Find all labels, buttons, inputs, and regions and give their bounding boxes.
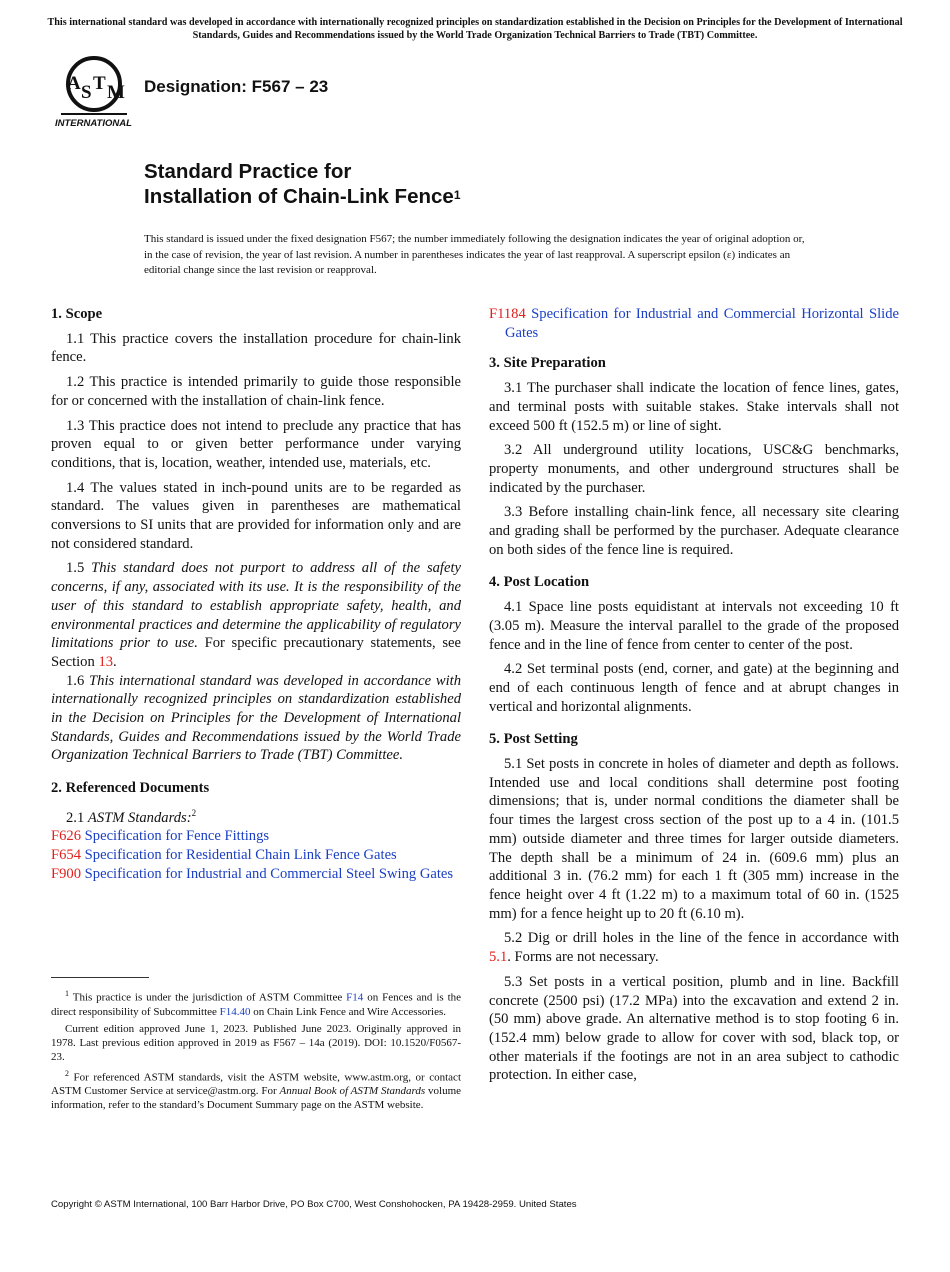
paragraph-3-2: 3.2 All underground utility locations, USC&G benchmarks, property monuments, and other underground structures shall be indicated by the purchaser.	[489, 442, 899, 496]
paragraph-4-1: 4.1 Space line posts equidistant at intervals not exceeding 10 ft (3.05 m). Measure the interval parallel to the grade of the proposed fence and in the line of fence from center to center of the post.	[489, 599, 899, 653]
title-footnote-marker[interactable]: 1	[453, 187, 461, 202]
paragraph-5-1: 5.1 Set posts in concrete in holes of diameter and depth as follows. Intended use and local conditions shall determine post footing dimensions; that is, under normal conditions the diameter shall be four times the largest cross section of the post up to a 4 in. (101.5 mm) outside diameter and three times for larger outside diameters. The depth shall be a minimum of 24 in. (609.6 mm) plus an additional 3 in. (76.2 mm) for each 1 ft (305 mm) increase in the fence height over 4 ft (1.22 m) to a maximum total of 60 in. (1525 mm) for a fence height up to 20 ft (6.10 m).	[489, 756, 899, 922]
section-heading: 5. Post Setting	[489, 731, 578, 748]
footnotes	[51, 987, 461, 1115]
committee-f14-link[interactable]: F14	[346, 991, 364, 1004]
paragraph-3-3: 3.3 Before installing chain-link fence, all necessary site clearing and grading shall be performed by the purchaser. Adequate clearance on both sides of the fence line is required.	[489, 504, 899, 558]
paragraph-5-3: 5.3 Set posts in a vertical position, plumb and in line. Backfill concrete (2500 psi) (17.2 MPa) into the excavation and extend 2 in. (50 mm) above grade. An alternative method is to stop footing 6 in. (152.4 mm) below grade to allow for cover with sod, black top, or other materials if the footings are not in an area subject to cathodic protection. In either case,	[489, 973, 899, 1084]
svg-text:S: S	[81, 82, 92, 103]
tbt-notice: This international standard was developed in accordance with internationally recognized principles on standardization established in the Decision on Principles for the Development of International Standards, Guides and Recommendations issued by the World Trade Organization Technical Barriers to Trade (TBT) Committee.	[47, 17, 903, 41]
copyright-line: Copyright © ASTM International, 100 Barr Harbor Drive, PO Box C700, West Conshohocken, PA 19428-2959. United States	[51, 1199, 577, 1210]
paragraph-5-2: 5.2 Dig or drill holes in the line of the fence in accordance with 5.1. Forms are not necessary.	[489, 930, 899, 966]
section-heading: 2. Referenced Documents	[51, 780, 210, 797]
footnote-2: $^2$ For referenced ASTM standards, visit the ASTM website, www.astm.org, or contact ASTM Customer Service at service@astm.org. For Annual Book of ASTM Standards volume information, refer to the standard’s Document Summary page on the ASTM website.	[51, 1068, 462, 1112]
section-13-link[interactable]: 13	[98, 653, 114, 670]
right-column	[489, 305, 899, 1091]
svg-text:T: T	[93, 73, 106, 94]
paragraph-1-5: 1.5 This standard does not purport to address all of the safety concerns, if any, associated with its use. It is the responsibility of the user of this standard to establish appropriate safety, health, and environmental practices and determine the applicability of regulatory limitations prior to use. For specific precautionary statements, see Section 13.	[51, 560, 462, 670]
svg-text:INTERNATIONAL: INTERNATIONAL	[55, 118, 132, 129]
paragraph-1-3: 1.3 This practice does not intend to preclude any practice that has proven equal to or given better performance under varying conditions, that is, location, weather, intended use, materials, etc.	[51, 417, 461, 471]
reference-item[interactable]: F654 Specification for Residential Chain Link Fence Gates	[51, 847, 397, 864]
section-heading: 4. Post Location	[489, 574, 590, 591]
svg-text:A: A	[67, 73, 81, 94]
paragraph-1-2: 1.2 This practice is intended primarily to guide those responsible for or concerned with the installation of chain-link fence.	[51, 374, 461, 409]
section-heading: 3. Site Preparation	[489, 355, 606, 372]
paragraph-3-1: 3.1 The purchaser shall indicate the location of fence lines, gates, and terminal posts with suitable stakes. Stake intervals shall not exceed 500 ft (152.5 m) or line of sight.	[489, 380, 899, 434]
paragraph-1-1: 1.1 This practice covers the installation procedure for chain-link fence.	[51, 330, 461, 366]
subcommittee-f14-40-link[interactable]: F14.40	[219, 1005, 251, 1018]
designation-intro: This standard is issued under the fixed designation F567; the number immediately following the designation indicates the year of original adoption or, in the case of revision, the year of last revision. A number in parentheses indicates the year of last reapproval. A superscript epsilon (ε) indicates an editorial change since the last revision or reapproval.	[144, 233, 805, 276]
left-column	[51, 305, 461, 884]
section-5-1-link[interactable]: 5.1	[489, 949, 508, 966]
footnote-1-edition: Current edition approved June 1, 2023. Published June 2023. Originally approved in 1978. Last previous edition approved in 2019 as F567 – 14a (2019). DOI: 10.1520/F0567-23.	[51, 1022, 461, 1063]
paragraph-1-6: 1.6 This international standard was developed in accordance with internationally recognized principles on standardization established in the Decision on Principles for the Development of International Standards, Guides and Recommendations issued by the World Trade Organization Technical Barriers to Trade (TBT) Committee.	[51, 672, 462, 764]
reference-item[interactable]: F626 Specification for Fence Fittings	[51, 828, 270, 845]
designation: Designation: F567 – 23	[144, 77, 329, 96]
paragraph-1-4: 1.4 The values stated in inch-pound units are to be regarded as standard. The values given in parentheses are mathematical conversions to SI units that are provided for information only and are not considered standard.	[51, 479, 461, 552]
reference-item[interactable]: F1184 Specification for Industrial and Commercial Horizontal Slide Gates	[489, 306, 899, 341]
reference-item[interactable]: F900 Specification for Industrial and Commercial Steel Swing Gates	[51, 865, 454, 882]
footnote-1: $^1$ This practice is under the jurisdiction of ASTM Committee F14 on Fences and is the direct responsibility of Subcommittee F14.40 on Chain Link Fence and Wire Accessories.	[51, 989, 462, 1018]
title-line-1: Standard Practice for	[144, 160, 352, 183]
paragraph-2-1: 2.1 ASTM Standards:$^2$	[66, 807, 197, 826]
paragraph-4-2: 4.2 Set terminal posts (end, corner, and gate) at the beginning and end of each continuous length of fence and at abrupt changes in vertical and horizontal alignments.	[489, 661, 899, 715]
footnote-divider	[51, 977, 149, 978]
astm-logo	[53, 56, 135, 132]
title-line-2: Installation of Chain-Link Fence$^1$	[144, 184, 461, 208]
svg-text:M: M	[107, 82, 125, 103]
document-title	[144, 160, 461, 209]
section-heading: 1. Scope	[51, 306, 103, 322]
